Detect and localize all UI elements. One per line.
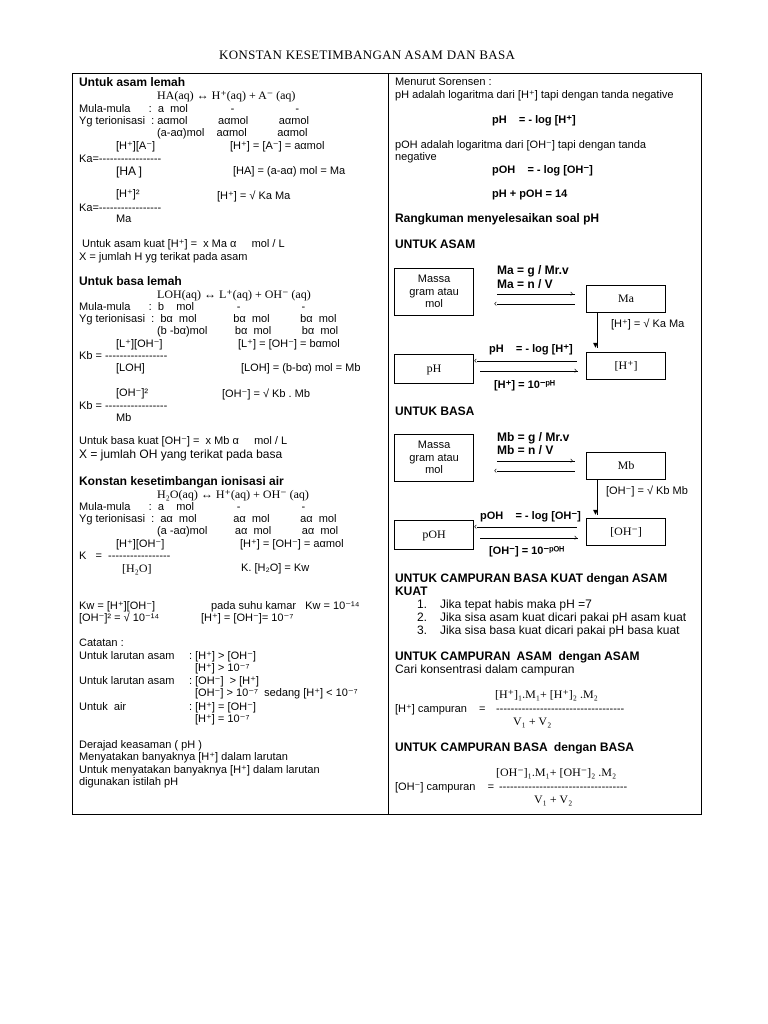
column-divider <box>388 73 389 814</box>
mix-acid-denominator: V₁ + V₂ <box>513 714 552 728</box>
kb2-fraction-line: Kb = ----------------- <box>79 400 168 412</box>
summary-heading: Rangkuman menyelesaikan soal pH <box>395 211 600 225</box>
ph-def-line3: Untuk menyatakan banyaknya [H⁺] dalam larutan <box>79 764 320 776</box>
weak-base-reaction: LOH(aq) ↔ L⁺(aq) + OH⁻ (aq) <box>157 287 311 301</box>
water-row-equilibrium: (a -aα)mol aα mol aα mol <box>157 525 339 537</box>
weak-acid-reaction: HA(aq) ↔ H⁺(aq) + A⁻ (aq) <box>157 88 296 102</box>
mix-acid-fraction-line: ----------------------------------- <box>496 703 625 715</box>
kb2-equation: [OH⁻] = √ Kb . Mb <box>222 388 310 400</box>
mix-strong-item-1: Jika tepat habis maka pH =7 <box>440 597 592 611</box>
acid-ka-formula: [H⁺] = √ Ka Ma <box>611 318 685 330</box>
mix-base-label: [OH⁻] campuran = <box>395 781 495 793</box>
base-arrow-left <box>497 471 575 472</box>
mix-base-denominator: V₁ + V₂ <box>534 792 573 806</box>
weak-acid-row-ionized: Yg terionisasi : aαmol aαmol aαmol <box>79 115 309 127</box>
note-water-1: : [H⁺] = [OH⁻] <box>189 701 256 713</box>
ka2-numerator: [H⁺]² <box>116 188 140 200</box>
arrowhead-right-icon: › <box>570 455 573 465</box>
kb-fraction-line: Kb = ----------------- <box>79 350 168 362</box>
poh-def-line1: pOH adalah logaritma dari [OH⁻] tapi dengan tanda <box>395 139 647 151</box>
ka-equation-1: [H⁺] = [A⁻] = aαmol <box>230 140 325 152</box>
arrowhead-left-icon: ‹ <box>494 298 497 308</box>
base-poh-arrow-right <box>480 538 578 539</box>
water-row-initial: Mula-mula : a mol - - <box>79 501 306 513</box>
arrowhead-left-icon: ‹ <box>474 355 477 365</box>
base-power-formula: [OH⁻] = 10⁻ᵖᴼᴴ <box>489 545 565 557</box>
ka-numerator: [H⁺][A⁻] <box>116 140 156 152</box>
arrowhead-down-icon: ▾ <box>593 340 599 351</box>
poh-formula: pOH = - log [OH⁻] <box>492 164 593 176</box>
base-molarity-formula-1: Mb = g / Mr.v <box>497 430 570 444</box>
note-base-label: Untuk larutan asam <box>79 675 175 687</box>
kb-denominator: [LOH] <box>116 362 145 374</box>
acid-ph-log: pH = - log [H⁺] <box>489 343 573 355</box>
k-equation-2: K. [H₂O] = Kw <box>241 562 310 574</box>
sorensen-line2: pH adalah logaritma dari [H⁺] tapi dengan tanda negative <box>395 89 674 101</box>
ka2-denominator: Ma <box>116 213 132 225</box>
notes-heading: Catatan : <box>79 637 124 649</box>
acid-ph-box: pH <box>394 354 474 384</box>
kb2-denominator: Mb <box>116 412 132 424</box>
acid-power-formula: [H⁺] = 10⁻ᵖᴴ <box>494 379 555 391</box>
acid-molarity-formula-2: Ma = n / V <box>497 277 553 291</box>
ph-formula: pH = - log [H⁺] <box>492 114 576 126</box>
ka2-fraction-line: Ka=----------------- <box>79 202 162 214</box>
ka-fraction-line: Ka=----------------- <box>79 153 162 165</box>
ka-denominator: [HA ] <box>116 164 143 178</box>
mix-strong-heading-1: UNTUK CAMPURAN BASA KUAT dengan ASAM <box>395 571 668 585</box>
weak-acid-row-equilibrium: (a-aα)mol aαmol aαmol <box>157 127 308 139</box>
weak-base-row-ionized: Yg terionisasi : bα mol bα mol bα mol <box>79 313 337 325</box>
strong-base-formula: Untuk basa kuat [OH⁻] = x Mb α mol / L <box>79 435 288 447</box>
kw-neutral: [H⁺] = [OH⁻]= 10⁻⁷ <box>201 612 294 624</box>
weak-base-row-initial: Mula-mula : b mol - - <box>79 301 306 313</box>
acid-h-box: [H⁺] <box>586 352 666 380</box>
weak-base-heading: Untuk basa lemah <box>79 274 182 288</box>
sorensen-line1: Menurut Sorensen : <box>395 76 492 88</box>
page-title: KONSTAN KESETIMBANGAN ASAM DAN BASA <box>219 47 516 62</box>
note-acid-label: Untuk larutan asam <box>79 650 175 662</box>
ph-def-line4: digunakan istilah pH <box>79 776 179 788</box>
base-poh-log: pOH = - log [OH⁻] <box>480 510 581 522</box>
base-molarity-formula-2: Mb = n / V <box>497 443 554 457</box>
base-kb-formula: [OH⁻] = √ Kb Mb <box>606 485 688 497</box>
k-equation-1: [H⁺] = [OH⁻] = aαmol <box>240 538 344 550</box>
k-fraction-line: K = ----------------- <box>79 550 171 562</box>
mix-strong-item-num-3: 3. <box>417 623 428 637</box>
ph-poh-sum: pH + pOH = 14 <box>492 188 568 200</box>
weak-base-row-equilibrium: (b -bα)mol bα mol bα mol <box>157 325 339 337</box>
ka-equation-2: [HA] = (a-aα) mol = Ma <box>233 165 346 177</box>
acid-arrow-left <box>497 304 575 305</box>
poh-def-line2: negative <box>395 151 437 163</box>
acid-ma-box: Ma <box>586 285 666 313</box>
acid-ph-arrow-right <box>480 371 578 372</box>
arrowhead-right-icon: › <box>574 365 577 375</box>
water-reaction: H₂O(aq) ↔ H⁺(aq) + OH⁻ (aq) <box>157 487 309 501</box>
water-heading: Konstan kesetimbangan ionisasi air <box>79 474 284 488</box>
kb2-numerator: [OH⁻]² <box>116 387 149 399</box>
ph-def-line2: Menyatakan banyaknya [H⁺] dalam larutan <box>79 751 288 763</box>
k-denominator: [H₂O] <box>122 561 152 575</box>
mix-base-fraction-line: ----------------------------------- <box>499 781 628 793</box>
strong-acid-note: X = jumlah H yg terikat pada asam <box>79 251 248 263</box>
mix-acid-heading: UNTUK CAMPURAN ASAM dengan ASAM <box>395 649 640 663</box>
base-poh-box: pOH <box>394 520 474 550</box>
weak-acid-row-initial: Mula-mula : a mol - - <box>79 103 300 115</box>
mix-acid-subheading: Cari konsentrasi dalam campuran <box>395 662 575 676</box>
mix-strong-item-num-2: 2. <box>417 610 428 624</box>
strong-base-note: X = jumlah OH yang terikat pada basa <box>79 447 283 461</box>
note-base-2: [OH⁻] > 10⁻⁷ sedang [H⁺] < 10⁻⁷ <box>195 687 358 699</box>
kw-definition: Kw = [H⁺][OH⁻] <box>79 600 156 612</box>
base-poh-arrow-left <box>477 527 577 528</box>
base-arrow-right <box>497 461 575 462</box>
note-water-label: Untuk air <box>79 701 127 713</box>
kb-numerator: [L⁺][OH⁻] <box>116 338 163 350</box>
arrowhead-right-icon: › <box>570 288 573 298</box>
kb-equation-2: [LOH] = (b-bα) mol = Mb <box>241 362 361 374</box>
kb-equation-1: [L⁺] = [OH⁻] = bαmol <box>238 338 340 350</box>
water-row-ionized: Yg terionisasi : aα mol aα mol aα mol <box>79 513 337 525</box>
note-acid-2: [H⁺] > 10⁻⁷ <box>195 662 250 674</box>
mix-base-numerator: [OH⁻]₁.M₁+ [OH⁻]₂ .M₂ <box>496 765 617 779</box>
acid-mass-box: Massa gram atau mol <box>394 268 474 316</box>
ph-def-line1: Derajad keasaman ( pH ) <box>79 739 202 751</box>
mix-acid-numerator: [H⁺]₁.M₁+ [H⁺]₂ .M₂ <box>495 687 598 701</box>
acid-molarity-formula-1: Ma = g / Mr.v <box>497 263 569 277</box>
k-numerator: [H⁺][OH⁻] <box>116 538 165 550</box>
base-oh-box: [OH⁻] <box>586 518 666 546</box>
arrowhead-right-icon: › <box>574 532 577 542</box>
ka2-equation: [H⁺] = √ Ka Ma <box>217 190 291 202</box>
mix-strong-heading-2: KUAT <box>395 584 428 598</box>
strong-acid-formula: Untuk asam kuat [H⁺] = x Ma α mol / L <box>79 238 285 250</box>
note-base-1: : [OH⁻] > [H⁺] <box>189 675 259 687</box>
base-section-heading: UNTUK BASA <box>395 404 475 418</box>
acid-arrow-right <box>497 294 575 295</box>
note-acid-1: : [H⁺] > [OH⁻] <box>189 650 256 662</box>
kw-oh-squared: [OH⁻]² = √ 10⁻¹⁴ <box>79 612 160 624</box>
arrowhead-left-icon: ‹ <box>494 465 497 475</box>
kw-room-temp: pada suhu kamar Kw = 10⁻¹⁴ <box>211 600 360 612</box>
acid-ph-arrow-left <box>477 361 577 362</box>
mix-strong-item-3: Jika sisa basa kuat dicari pakai pH basa kuat <box>440 623 680 637</box>
base-mass-box: Massa gram atau mol <box>394 434 474 482</box>
weak-acid-heading: Untuk asam lemah <box>79 75 186 89</box>
mix-strong-item-num-1: 1. <box>417 597 428 611</box>
base-mb-box: Mb <box>586 452 666 480</box>
arrowhead-left-icon: ‹ <box>474 521 477 531</box>
acid-section-heading: UNTUK ASAM <box>395 237 476 251</box>
arrowhead-down-icon: ▾ <box>593 507 599 518</box>
mix-acid-label: [H⁺] campuran = <box>395 703 486 715</box>
mix-strong-item-2: Jika sisa asam kuat dicari pakai pH asam kuat <box>440 610 687 624</box>
mix-base-heading: UNTUK CAMPURAN BASA dengan BASA <box>395 740 634 754</box>
note-water-2: [H⁺] = 10⁻⁷ <box>195 713 250 725</box>
